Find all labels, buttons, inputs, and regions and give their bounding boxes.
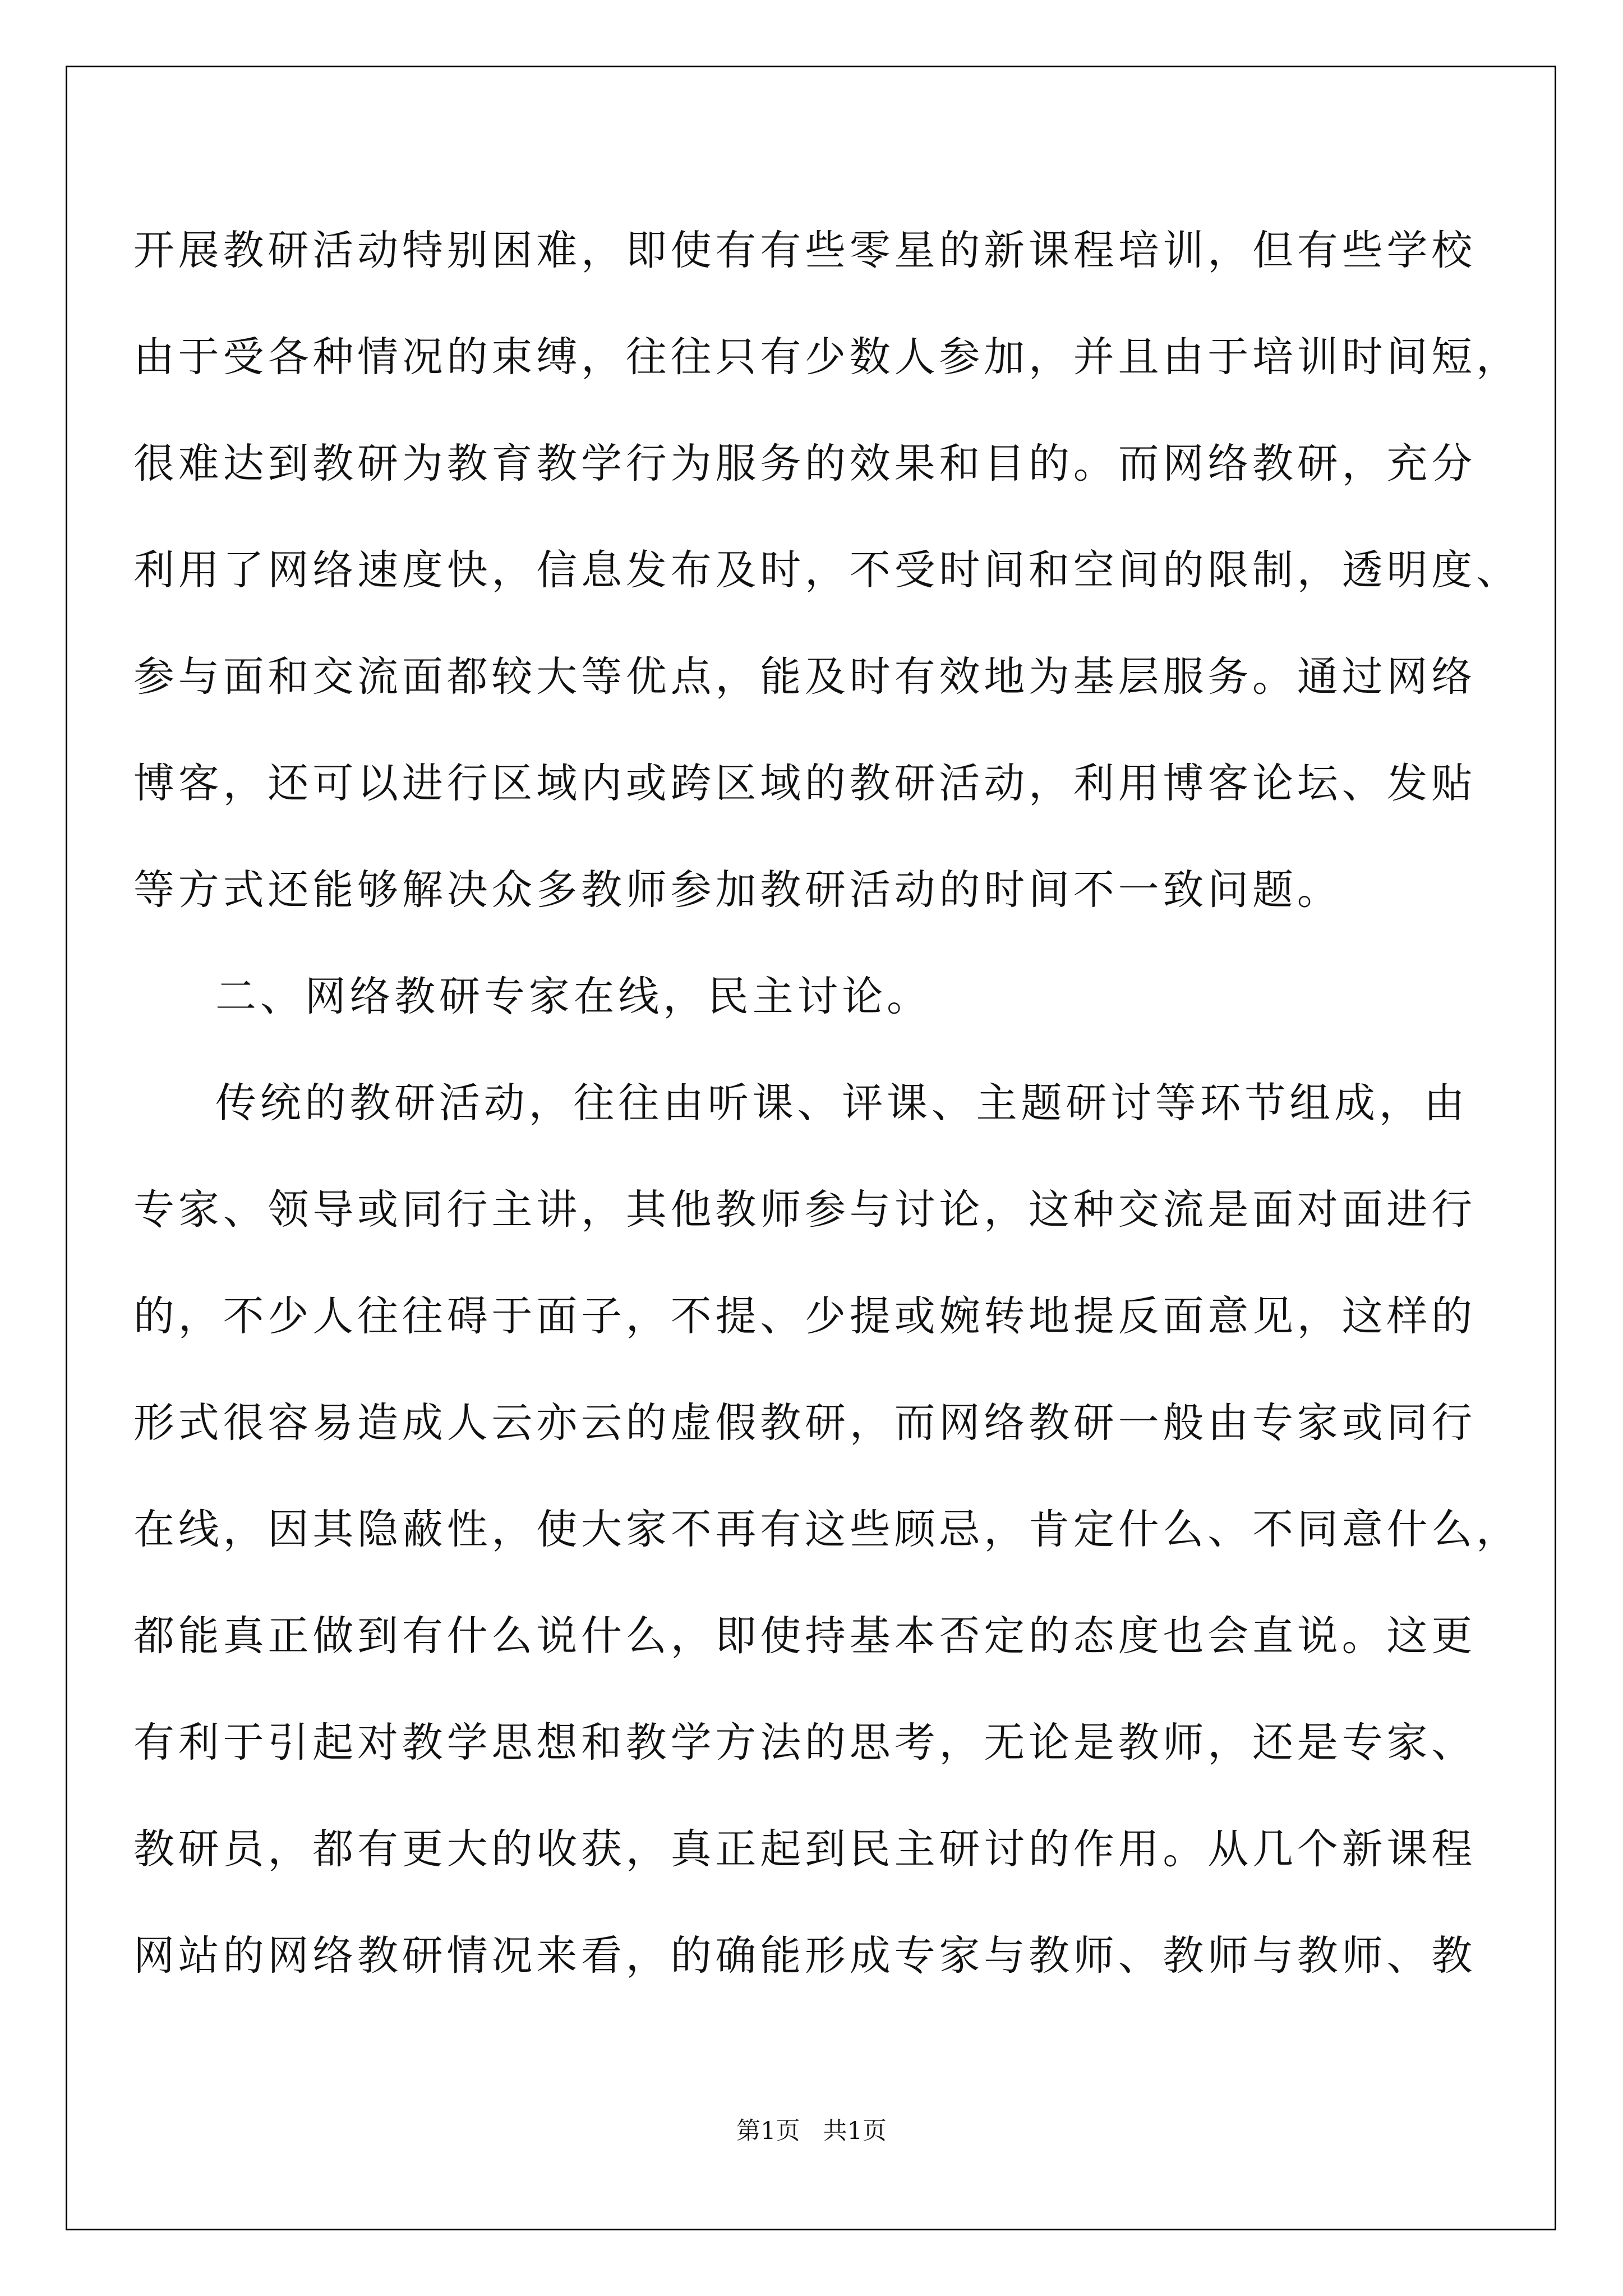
- text-line: 网站的网络教研情况来看，的确能形成专家与教师、教师与教师、教: [133, 1932, 1476, 1980]
- text-line: 有利于引起对教学思想和教学方法的思考，无论是教师，还是专家、: [133, 1719, 1476, 1766]
- text-line: 由于受各种情况的束缚，往往只有少数人参加，并且由于培训时间短，: [133, 333, 1521, 381]
- text-line: 博客，还可以进行区域内或跨区域的教研活动，利用博客论坛、发贴: [133, 760, 1476, 807]
- text-line: 等方式还能够解决众多教师参加教研活动的时间不一致问题。: [133, 866, 1342, 914]
- text-line: 很难达到教研为教育教学行为服务的效果和目的。而网络教研，充分: [133, 440, 1476, 487]
- text-line: 形式很容易造成人云亦云的虚假教研，而网络教研一般由专家或同行: [133, 1399, 1476, 1447]
- paragraph-first-line: 传统的教研活动，往往由听课、评课、主题研讨等环节组成，由: [215, 1079, 1469, 1127]
- text-line: 都能真正做到有什么说什么，即使持基本否定的态度也会直说。这更: [133, 1612, 1476, 1660]
- page-footer: 第1页 共1页: [736, 2117, 887, 2145]
- text-line: 在线，因其隐蔽性，使大家不再有这些顾忌，肯定什么、不同意什么，: [133, 1506, 1521, 1553]
- text-line: 参与面和交流面都较大等优点，能及时有效地为基层服务。通过网络: [133, 653, 1476, 701]
- text-line: 利用了网络速度快，信息发布及时，不受时间和空间的限制，透明度、: [133, 546, 1521, 594]
- text-line: 开展教研活动特别困难，即使有有些零星的新课程培训，但有些学校: [133, 227, 1476, 274]
- section-heading: 二、网络教研专家在线，民主讨论。: [215, 973, 932, 1020]
- document-body: [133, 197, 1521, 2009]
- text-line: 教研员，都有更大的收获，真正起到民主研讨的作用。从几个新课程: [133, 1825, 1476, 1873]
- text-line: 专家、领导或同行主讲，其他教师参与讨论，这种交流是面对面进行: [133, 1186, 1476, 1234]
- text-line: 的，不少人往往碍于面子，不提、少提或婉转地提反面意见，这样的: [133, 1292, 1476, 1340]
